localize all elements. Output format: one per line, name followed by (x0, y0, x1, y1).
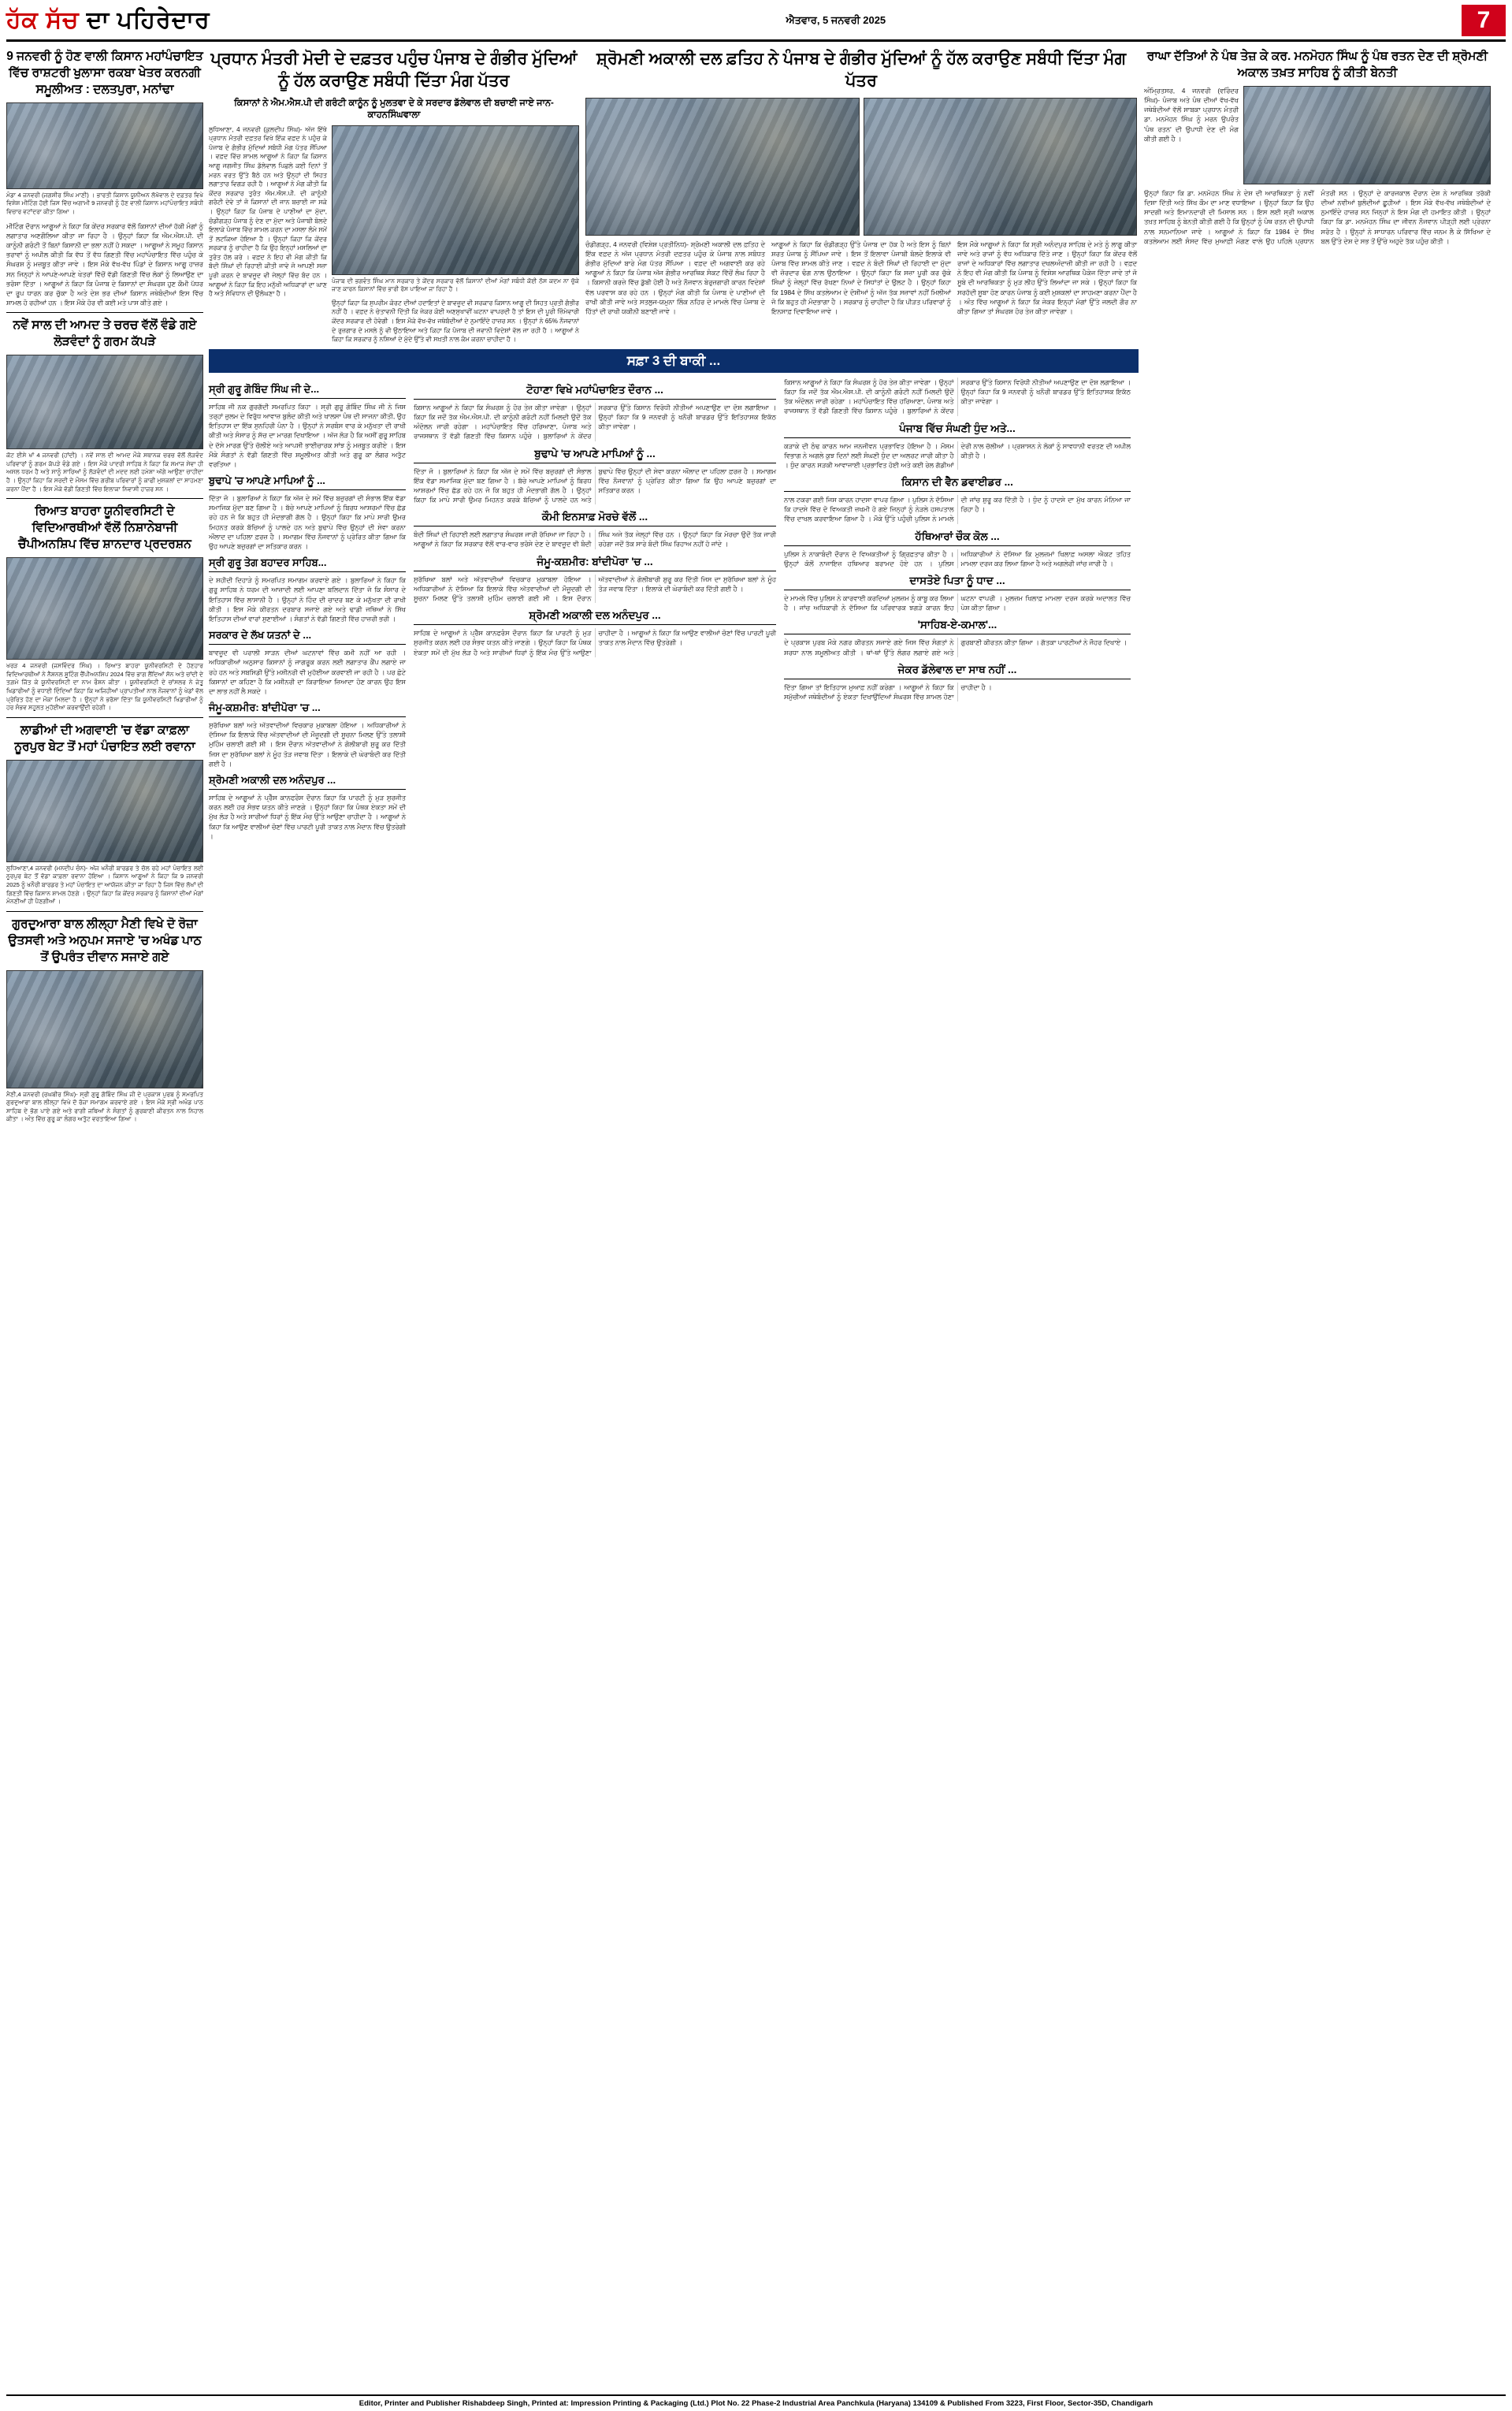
story1-body: ਮੀਟਿੰਗ ਦੌਰਾਨ ਆਗੂਆਂ ਨੇ ਕਿਹਾ ਕਿ ਕੇਂਦਰ ਸਰਕਾਰ ਵੱਲੋਂ ਕਿਸਾਨਾਂ ਦੀਆਂ ਹੱਕੀ ਮੰਗਾਂ ਨੂੰ ਲਗਾਤਾਰ ਅਣਗੌਲਿਆ ਕੀਤਾ ਜਾ ਰਿਹਾ ਹੈ । ਉਨ੍ਹਾਂ ਕਿਹਾ ਕਿ ਐਮ.ਐਸ.ਪੀ. ਦੀ ਕਾਨੂੰਨੀ ਗਰੰਟੀ ਤੋਂ ਬਿਨਾਂ ਕਿਸਾਨੀ ਦਾ ਭਲਾ ਨਹੀਂ ਹੋ ਸਕਦਾ । ਆਗੂਆਂ ਨੇ ਸਮੂਹ ਕਿਸਾਨ ਭਰਾਵਾਂ ਨੂੰ ਅਪੀਲ ਕੀਤੀ ਕਿ ਵੱਧ ਤੋਂ ਵੱਧ ਗਿਣਤੀ ਵਿੱਚ ਮਹਾਂਪੰਚਾਇਤ ਵਿੱਚ ਪਹੁੰਚ ਕੇ ਸੰਘਰਸ਼ ਨੂੰ ਮਜ਼ਬੂਤ ਕੀਤਾ ਜਾਵੇ । ਇਸ ਮੌਕੇ ਵੱਖ-ਵੱਖ ਪਿੰਡਾਂ ਦੇ ਕਿਸਾਨ ਆਗੂ ਹਾਜ਼ਰ ਸਨ ਜਿਨ੍ਹਾਂ ਨੇ ਆਪਣੇ-ਆਪਣੇ ਖੇਤਰਾਂ ਵਿੱਚੋਂ ਵੱਡੀ ਗਿਣਤੀ ਵਿੱਚ ਲੋਕਾਂ ਨੂੰ ਲਿਆਉਣ ਦਾ ਭਰੋਸਾ ਦਿੱਤਾ । ਆਗੂਆਂ ਨੇ ਕਿਹਾ ਕਿ ਪੰਜਾਬ ਦੇ ਕਿਸਾਨਾਂ ਦਾ ਸੰਘਰਸ਼ ਹੁਣ ਕੌਮੀ ਪੱਧਰ ਦਾ ਰੂਪ ਧਾਰਨ ਕਰ ਚੁੱਕਾ ਹੈ ਅਤੇ ਦੇਸ਼ ਭਰ ਦੀਆਂ ਕਿਸਾਨ ਜਥੇਬੰਦੀਆਂ ਇਸ ਵਿੱਚ ਸ਼ਾਮਲ ਹੋ ਰਹੀਆਂ ਹਨ । ਇਸ ਮੌਕੇ ਹੋਰ ਵੀ ਕਈ ਮਤੇ ਪਾਸ ਕੀਤੇ ਗਏ । (6, 221, 203, 307)
page-number: 7 (1462, 5, 1506, 36)
story5-caption: ਮੈਣੀ,4 ਜਨਵਰੀ (ਰਘਬੀਰ ਸਿੰਘ)- ਸ੍ਰੀ ਗੁਰੂ ਗੋਬਿੰਦ ਸਿੰਘ ਜੀ ਦੇ ਪ੍ਰਕਾਸ਼ ਪੁਰਬ ਨੂੰ ਸਮਰਪਿਤ ਗੁਰਦੁਆਰਾ ਬਾਲ ਲੀਲ੍ਹਾ ਵਿਖੇ ਦੋ ਰੋਜ਼ਾ ਸਮਾਗਮ ਕਰਵਾਏ ਗਏ । ਇਸ ਮੌਕੇ ਸ੍ਰੀ ਅਖੰਡ ਪਾਠ ਸਾਹਿਬ ਦੇ ਭੋਗ ਪਾਏ ਗਏ ਅਤੇ ਰਾਗੀ ਜਥਿਆਂ ਨੇ ਸੰਗਤਾਂ ਨੂੰ ਗੁਰਬਾਣੀ ਕੀਰਤਨ ਨਾਲ ਨਿਹਾਲ ਕੀਤਾ । ਅੰਤ ਵਿੱਚ ਗੁਰੂ ਕਾ ਲੰਗਰ ਅਤੁੱਟ ਵਰਤਾਇਆ ਗਿਆ । (6, 1090, 203, 1123)
jump-title-14: ਕਿਸਾਨ ਦੀ ਵੈਨ ਡਵਾਈਡਰ ... (784, 476, 1131, 492)
akali-body-mid: ਆਗੂਆਂ ਨੇ ਕਿਹਾ ਕਿ ਚੰਡੀਗੜ੍ਹ ਉੱਤੇ ਪੰਜਾਬ ਦਾ ਹੱਕ ਹੈ ਅਤੇ ਇਸ ਨੂੰ ਬਿਨਾਂ ਸ਼ਰਤ ਪੰਜਾਬ ਨੂੰ ਸੌਂਪਿਆ ਜਾਵੇ । ਇਸ ਤੋਂ ਇਲਾਵਾ ਪੰਜਾਬੀ ਬੋਲਦੇ ਇਲਾਕੇ ਵੀ ਪੰਜਾਬ ਵਿੱਚ ਸ਼ਾਮਲ ਕੀਤੇ ਜਾਣ । ਵਫ਼ਦ ਨੇ ਬੰਦੀ ਸਿੰਘਾਂ ਦੀ ਰਿਹਾਈ ਦਾ ਮੁੱਦਾ ਵੀ ਜ਼ੋਰਦਾਰ ਢੰਗ ਨਾਲ ਉਠਾਇਆ । ਉਨ੍ਹਾਂ ਕਿਹਾ ਕਿ ਸਜ਼ਾ ਪੂਰੀ ਕਰ ਚੁੱਕੇ ਸਿੰਘਾਂ ਨੂੰ ਜੇਲ੍ਹਾਂ ਵਿੱਚ ਰੱਖਣਾ ਨਿਆਂ ਦੇ ਸਿਧਾਂਤਾਂ ਦੇ ਉਲਟ ਹੈ । ਉਨ੍ਹਾਂ ਕਿਹਾ ਕਿ 1984 ਦੇ ਸਿੱਖ ਕਤਲੇਆਮ ਦੇ ਦੋਸ਼ੀਆਂ ਨੂੰ ਅੱਜ ਤੱਕ ਸਜ਼ਾਵਾਂ ਨਹੀਂ ਮਿਲੀਆਂ ਜੋ ਕਿ ਬਹੁਤ ਹੀ ਮੰਦਭਾਗਾ ਹੈ । ਸਰਕਾਰ ਨੂੰ ਚਾਹੀਦਾ ਹੈ ਕਿ ਪੀੜਤ ਪਰਿਵਾਰਾਂ ਨੂੰ ਇਨਸਾਫ਼ ਦਿਵਾਇਆ ਜਾਵੇ । (771, 240, 951, 315)
jump-title-17: 'ਸਾਹਿਬ-ਏ-ਕਮਾਲ'... (784, 619, 1131, 634)
right-headline: ਰਾਘਾ ਦੱਤਿਆਂ ਨੇ ਪੰਥ ਤੇਜ਼ ਕੇ ਕਰ. ਮਨਮੋਹਨ ਸਿੰਘ ਨੂੰ ਪੰਥ ਰਤਨ ਦੇਣ ਦੀ ਸ਼੍ਰੋਮਣੀ ਅਕਾਲ ਤਖ਼ਤ ਸਾਹਿਬ ਨੂੰ ਕੀਤੀ ਬੇਨਤੀ (1146, 50, 1488, 80)
story1-photo (6, 102, 203, 189)
right-body: ਉਨ੍ਹਾਂ ਕਿਹਾ ਕਿ ਡਾ. ਮਨਮੋਹਨ ਸਿੰਘ ਨੇ ਦੇਸ਼ ਦੀ ਆਰਥਿਕਤਾ ਨੂੰ ਨਵੀਂ ਦਿਸ਼ਾ ਦਿੱਤੀ ਅਤੇ ਸਿੱਖ ਕੌਮ ਦਾ ਮਾਣ ਵਧਾਇਆ । ਉਨ੍ਹਾਂ ਕਿਹਾ ਕਿ ਉਹ ਸਾਦਗੀ ਅਤੇ ਇਮਾਨਦਾਰੀ ਦੀ ਮਿਸਾਲ ਸਨ । ਇਸ ਲਈ ਸ੍ਰੀ ਅਕਾਲ ਤਖ਼ਤ ਸਾਹਿਬ ਨੂੰ ਬੇਨਤੀ ਕੀਤੀ ਗਈ ਹੈ ਕਿ ਉਨ੍ਹਾਂ ਨੂੰ ਪੰਥ ਰਤਨ ਦੀ ਉਪਾਧੀ ਨਾਲ ਸਨਮਾਨਿਆ ਜਾਵੇ । ਆਗੂਆਂ ਨੇ ਕਿਹਾ ਕਿ 1984 ਦੇ ਸਿੱਖ ਕਤਲੇਆਮ ਲਈ ਸੰਸਦ ਵਿੱਚ ਮੁਆਫ਼ੀ ਮੰਗਣ ਵਾਲੇ ਉਹ ਪਹਿਲੇ ਪ੍ਰਧਾਨ ਮੰਤਰੀ ਸਨ । ਉਨ੍ਹਾਂ ਦੇ ਕਾਰਜਕਾਲ ਦੌਰਾਨ ਦੇਸ਼ ਨੇ ਆਰਥਿਕ ਤਰੱਕੀ ਦੀਆਂ ਨਵੀਆਂ ਬੁਲੰਦੀਆਂ ਛੂਹੀਆਂ । ਇਸ ਮੌਕੇ ਵੱਖ-ਵੱਖ ਜਥੇਬੰਦੀਆਂ ਦੇ ਨੁਮਾਇੰਦੇ ਹਾਜ਼ਰ ਸਨ ਜਿਨ੍ਹਾਂ ਨੇ ਇਸ ਮੰਗ ਦੀ ਹਮਾਇਤ ਕੀਤੀ । ਉਨ੍ਹਾਂ ਕਿਹਾ ਕਿ ਡਾ. ਮਨਮੋਹਨ ਸਿੰਘ ਦਾ ਜੀਵਨ ਨੌਜਵਾਨ ਪੀੜ੍ਹੀ ਲਈ ਪ੍ਰੇਰਨਾ ਸਰੋਤ ਹੈ । ਉਨ੍ਹਾਂ ਨੇ ਸਾਧਾਰਨ ਪਰਿਵਾਰ ਵਿੱਚ ਜਨਮ ਲੈ ਕੇ ਸਿੱਖਿਆ ਦੇ ਬਲ ਉੱਤੇ ਦੇਸ਼ ਦੇ ਸਭ ਤੋਂ ਉੱਚੇ ਅਹੁਦੇ ਤੱਕ ਪਹੁੰਚ ਕੀਤੀ । (1144, 188, 1491, 245)
jump-title-4: ਸਰਕਾਰ ਦੇ ਲੱਖ ਯਤਨਾਂ ਦੇ ... (209, 629, 406, 645)
jump-text-3: ਦੇ ਸ਼ਹੀਦੀ ਦਿਹਾੜੇ ਨੂੰ ਸਮਰਪਿਤ ਸਮਾਗਮ ਕਰਵਾਏ ਗਏ । ਬੁਲਾਰਿਆਂ ਨੇ ਕਿਹਾ ਕਿ ਗੁਰੂ ਸਾਹਿਬ ਨੇ ਧਰਮ ਦੀ ਆਜ਼ਾਦੀ ਲਈ ਆਪਣਾ ਬਲਿਦਾਨ ਦਿੱਤਾ ਜੋ ਕਿ ਸੰਸਾਰ ਦੇ ਇਤਿਹਾਸ ਵਿੱਚ ਲਾਸਾਨੀ ਹੈ । ਉਨ੍ਹਾਂ ਨੇ ਹਿੰਦ ਦੀ ਚਾਦਰ ਬਣ ਕੇ ਮਨੁੱਖਤਾ ਦੀ ਰਾਖੀ ਕੀਤੀ । ਇਸ ਮੌਕੇ ਕੀਰਤਨ ਦਰਬਾਰ ਸਜਾਏ ਗਏ ਅਤੇ ਢਾਡੀ ਜਥਿਆਂ ਨੇ ਸਿੱਖ ਇਤਿਹਾਸ ਦੀਆਂ ਵਾਰਾਂ ਸੁਣਾਈਆਂ । ਸੰਗਤਾਂ ਨੇ ਵੱਡੀ ਗਿਣਤੀ ਵਿੱਚ ਹਾਜ਼ਰੀ ਭਰੀ । (209, 576, 406, 623)
jump-text-11: ਸਾਹਿਬ ਦੇ ਆਗੂਆਂ ਨੇ ਪ੍ਰੈੱਸ ਕਾਨਫਰੰਸ ਦੌਰਾਨ ਕਿਹਾ ਕਿ ਪਾਰਟੀ ਨੂੰ ਮੁੜ ਸੁਰਜੀਤ ਕਰਨ ਲਈ ਹਰ ਸੰਭਵ ਯਤਨ ਕੀਤੇ ਜਾਣਗੇ । ਉਨ੍ਹਾਂ ਕਿਹਾ ਕਿ ਪੰਥਕ ਏਕਤਾ ਸਮੇਂ ਦੀ ਮੁੱਖ ਲੋੜ ਹੈ ਅਤੇ ਸਾਰੀਆਂ ਧਿਰਾਂ ਨੂੰ ਇੱਕ ਮੰਚ ਉੱਤੇ ਆਉਣਾ ਚਾਹੀਦਾ ਹੈ । ਆਗੂਆਂ ਨੇ ਕਿਹਾ ਕਿ ਆਉਣ ਵਾਲੀਆਂ ਚੋਣਾਂ ਵਿੱਚ ਪਾਰਟੀ ਪੂਰੀ ਤਾਕਤ ਨਾਲ ਮੈਦਾਨ ਵਿੱਚ ਉਤਰੇਗੀ । (414, 629, 776, 657)
akali-body-right: ਇਸ ਮੌਕੇ ਆਗੂਆਂ ਨੇ ਕਿਹਾ ਕਿ ਸ੍ਰੀ ਅਨੰਦਪੁਰ ਸਾਹਿਬ ਦੇ ਮਤੇ ਨੂੰ ਲਾਗੂ ਕੀਤਾ ਜਾਵੇ ਅਤੇ ਰਾਜਾਂ ਨੂੰ ਵੱਧ ਅਧਿਕਾਰ ਦਿੱਤੇ ਜਾਣ । ਉਨ੍ਹਾਂ ਕਿਹਾ ਕਿ ਕੇਂਦਰ ਵੱਲੋਂ ਰਾਜਾਂ ਦੇ ਅਧਿਕਾਰਾਂ ਵਿੱਚ ਲਗਾਤਾਰ ਦਖਲਅੰਦਾਜ਼ੀ ਕੀਤੀ ਜਾ ਰਹੀ ਹੈ । ਵਫ਼ਦ ਨੇ ਇਹ ਵੀ ਮੰਗ ਕੀਤੀ ਕਿ ਪੰਜਾਬ ਨੂੰ ਵਿਸ਼ੇਸ਼ ਆਰਥਿਕ ਪੈਕੇਜ ਦਿੱਤਾ ਜਾਵੇ ਤਾਂ ਜੋ ਸੂਬੇ ਦੀ ਆਰਥਿਕਤਾ ਨੂੰ ਮੁੜ ਲੀਹ ਉੱਤੇ ਲਿਆਂਦਾ ਜਾ ਸਕੇ । ਉਨ੍ਹਾਂ ਕਿਹਾ ਕਿ ਸਰਹੱਦੀ ਸੂਬਾ ਹੋਣ ਕਾਰਨ ਪੰਜਾਬ ਨੂੰ ਕਈ ਮੁਸ਼ਕਲਾਂ ਦਾ ਸਾਹਮਣਾ ਕਰਨਾ ਪੈਂਦਾ ਹੈ । ਅੰਤ ਵਿੱਚ ਆਗੂਆਂ ਨੇ ਕਿਹਾ ਕਿ ਜੇਕਰ ਇਨ੍ਹਾਂ ਮੰਗਾਂ ਉੱਤੇ ਜਲਦੀ ਗੌਰ ਨਾ ਕੀਤਾ ਗਿਆ ਤਾਂ ਸੰਘਰਸ਼ ਹੋਰ ਤੇਜ਼ ਕੀਤਾ ਜਾਵੇਗਾ । (957, 240, 1137, 315)
lead-subheadline: ਕਿਸਾਨਾਂ ਨੇ ਐਮ.ਐਸ.ਪੀ ਦੀ ਗਰੰਟੀ ਕਾਨੂੰਨ ਨੂੰ ਮੁਲਤਵਾ ਦੇ ਕੇ ਸਰਦਾਰ ਡੱਲੇਵਾਲ ਦੀ ਬਚਾਈ ਜਾਏ ਜਾਨ-ਕਾਹਨਸਿੰਘਵਾਲਾ (234, 98, 554, 120)
story5-headline: ਗੁਰਦੁਆਰਾ ਬਾਲ ਲੀਲ੍ਹਾ ਮੈਣੀ ਵਿਖੇ ਦੋ ਰੋਜ਼ਾ ਉਤਸਵੀ ਅਤੇ ਅਨੁਪਮ ਸਜਾਏ 'ਚ ਅਖੰਡ ਪਾਠ ਤੋਂ ਉਪਰੰਤ ਦੀਵਾਨ ਸਜਾਏ ਗਏ (8, 917, 202, 964)
jump-column-1 (209, 378, 406, 841)
story2-headline: ਨਵੇਂ ਸਾਲ ਦੀ ਆਮਦ ਤੇ ਚਰਚ ਵੱਲੋਂ ਵੰਡੇ ਗਏ ਲੋੜਵੰਦਾਂ ਨੂੰ ਗਰਮ ਕੱਪੜੇ (13, 318, 197, 349)
jump-title-9: ਕੌਮੀ ਇਨਸਾਫ਼ ਮੋਰਚੇ ਵੱਲੋਂ ... (414, 511, 776, 526)
lead-headline: ਪ੍ਰਧਾਨ ਮੰਤਰੀ ਮੋਦੀ ਦੇ ਦਫ਼ਤਰ ਪਹੁੰਚ ਪੰਜਾਬ ਦੇ ਗੰਭੀਰ ਮੁੱਦਿਆਂ ਨੂੰ ਹੱਲ ਕਰਾਉਣ ਸਬੰਧੀ ਦਿੱਤਾ ਮੰਗ ਪੱਤਰ (210, 50, 578, 91)
top-section (6, 46, 1506, 1129)
jump-title-1: ਸ੍ਰੀ ਗੁਰੂ ਗੋਬਿੰਦ ਸਿੰਘ ਜੀ ਦੇ... (209, 383, 406, 399)
story2-caption: ਕੋਟ ਈਸੇ ਖਾਂ 4 ਜਨਵਰੀ (ਹਾਂਦੀ) । ਨਵੇਂ ਸਾਲ ਦੀ ਆਮਦ ਮੌਕੇ ਸਥਾਨਕ ਚਰਚ ਵੱਲੋਂ ਲੋੜਵੰਦ ਪਰਿਵਾਰਾਂ ਨੂੰ ਗਰਮ ਕੱਪੜੇ ਵੰਡੇ ਗਏ । ਇਸ ਮੌਕੇ ਪਾਦਰੀ ਸਾਹਿਬ ਨੇ ਕਿਹਾ ਕਿ ਸਮਾਜ ਸੇਵਾ ਹੀ ਅਸਲ ਧਰਮ ਹੈ ਅਤੇ ਸਾਨੂੰ ਸਾਰਿਆਂ ਨੂੰ ਲੋੜਵੰਦਾਂ ਦੀ ਮਦਦ ਲਈ ਹਮੇਸ਼ਾ ਅੱਗੇ ਆਉਣਾ ਚਾਹੀਦਾ ਹੈ । ਉਨ੍ਹਾਂ ਕਿਹਾ ਕਿ ਸਰਦੀ ਦੇ ਮੌਸਮ ਵਿੱਚ ਗਰੀਬ ਪਰਿਵਾਰਾਂ ਨੂੰ ਕਾਫੀ ਮੁਸ਼ਕਲਾਂ ਦਾ ਸਾਹਮਣਾ ਕਰਨਾ ਪੈਂਦਾ ਹੈ । ਇਸ ਮੌਕੇ ਵੱਡੀ ਗਿਣਤੀ ਵਿੱਚ ਇਲਾਕਾ ਨਿਵਾਸੀ ਹਾਜ਼ਰ ਸਨ । (6, 452, 203, 493)
jump-title-8: ਬੁਢਾਪੇ 'ਚ ਆਪਣੇ ਮਾਪਿਆਂ ਨੂੰ ... (414, 448, 776, 463)
column-left (6, 46, 203, 1129)
jump-title-10: ਜੰਮੂ-ਕਸ਼ਮੀਰ: ਬਾਂਦੀਪੋਰਾ 'ਚ ... (414, 556, 776, 571)
jump-title-13: ਪੰਜਾਬ ਵਿੱਚ ਸੰਘਣੀ ਧੁੰਦ ਅਤੇ... (784, 422, 1131, 438)
story3-caption: ਖਰੜ 4 ਜਨਵਰੀ (ਜਸਵਿੰਦਰ ਸਿੰਘ) । ਰਿਆਤ ਬਾਹਰਾ ਯੂਨੀਵਰਸਿਟੀ ਦੇ ਹੋਣਹਾਰ ਵਿਦਿਆਰਥੀਆਂ ਨੇ ਨੈਸ਼ਨਲ ਸ਼ੂਟਿੰਗ ਚੈਂਪੀਅਨਸ਼ਿਪ 2024 ਵਿੱਚ ਭਾਗ ਲੈਂਦਿਆਂ ਸੋਨ ਅਤੇ ਚਾਂਦੀ ਦੇ ਤਗ਼ਮੇ ਜਿੱਤ ਕੇ ਯੂਨੀਵਰਸਿਟੀ ਦਾ ਨਾਮ ਰੌਸ਼ਨ ਕੀਤਾ । ਯੂਨੀਵਰਸਿਟੀ ਦੇ ਚਾਂਸਲਰ ਨੇ ਜੇਤੂ ਖਿਡਾਰੀਆਂ ਨੂੰ ਵਧਾਈ ਦਿੰਦਿਆਂ ਕਿਹਾ ਕਿ ਅਜਿਹੀਆਂ ਪ੍ਰਾਪਤੀਆਂ ਨਾਲ ਨੌਜਵਾਨਾਂ ਨੂੰ ਖੇਡਾਂ ਵੱਲ ਪ੍ਰੇਰਿਤ ਹੋਣ ਦਾ ਮੌਕਾ ਮਿਲਦਾ ਹੈ । ਉਨ੍ਹਾਂ ਨੇ ਭਰੋਸਾ ਦਿੱਤਾ ਕਿ ਯੂਨੀਵਰਸਿਟੀ ਖਿਡਾਰੀਆਂ ਨੂੰ ਹਰ ਸੰਭਵ ਸਹੂਲਤ ਮੁਹੱਈਆ ਕਰਵਾਉਂਦੀ ਰਹੇਗੀ । (6, 662, 203, 712)
logo-part1: ਹੱਕ ਸੱਚ (6, 7, 80, 33)
story3-headline: ਰਿਆਤ ਬਾਹਰਾ ਯੂਨੀਵਰਸਿਟੀ ਦੇ ਵਿਦਿਆਰਥੀਆਂ ਵੱਲੋਂ ਨਿਸ਼ਾਨੇਬਾਜੀ ਚੈਂਪੀਅਨਸ਼ਿਪ ਵਿੱਚ ਸ਼ਾਨਦਾਰ ਪ੍ਰਦਰਸ਼ਨ (18, 504, 191, 552)
jump-text-7: ਕਿਸਾਨ ਆਗੂਆਂ ਨੇ ਕਿਹਾ ਕਿ ਸੰਘਰਸ਼ ਨੂੰ ਹੋਰ ਤੇਜ਼ ਕੀਤਾ ਜਾਵੇਗਾ । ਉਨ੍ਹਾਂ ਕਿਹਾ ਕਿ ਜਦੋਂ ਤੱਕ ਐਮ.ਐਸ.ਪੀ. ਦੀ ਕਾਨੂੰਨੀ ਗਰੰਟੀ ਨਹੀਂ ਮਿਲਦੀ ਉਦੋਂ ਤੱਕ ਅੰਦੋਲਨ ਜਾਰੀ ਰਹੇਗਾ । ਮਹਾਂਪੰਚਾਇਤ ਵਿੱਚ ਹਰਿਆਣਾ, ਪੰਜਾਬ ਅਤੇ ਰਾਜਸਥਾਨ ਤੋਂ ਵੱਡੀ ਗਿਣਤੀ ਵਿੱਚ ਕਿਸਾਨ ਪਹੁੰਚੇ । ਬੁਲਾਰਿਆਂ ਨੇ ਕੇਂਦਰ ਸਰਕਾਰ ਉੱਤੇ ਕਿਸਾਨ ਵਿਰੋਧੀ ਨੀਤੀਆਂ ਅਪਣਾਉਣ ਦਾ ਦੋਸ਼ ਲਗਾਇਆ । ਉਨ੍ਹਾਂ ਕਿਹਾ ਕਿ 9 ਜਨਵਰੀ ਨੂੰ ਖਨੌਰੀ ਬਾਰਡਰ ਉੱਤੇ ਇਤਿਹਾਸਕ ਇਕੱਠ ਕੀਤਾ ਜਾਵੇਗਾ । (414, 403, 776, 441)
lead-body-2: ਉਨ੍ਹਾਂ ਕਿਹਾ ਕਿ ਸੁਪਰੀਮ ਕੋਰਟ ਦੀਆਂ ਹਦਾਇਤਾਂ ਦੇ ਬਾਵਜੂਦ ਵੀ ਸਰਕਾਰ ਕਿਸਾਨ ਆਗੂ ਦੀ ਸਿਹਤ ਪ੍ਰਤੀ ਗੰਭੀਰ ਨਹੀਂ ਹੈ । ਵਫ਼ਦ ਨੇ ਚੇਤਾਵਨੀ ਦਿੱਤੀ ਕਿ ਜੇਕਰ ਕੋਈ ਅਣਸੁਖਾਵੀਂ ਘਟਨਾ ਵਾਪਰਦੀ ਹੈ ਤਾਂ ਇਸ ਦੀ ਪੂਰੀ ਜ਼ਿੰਮੇਵਾਰੀ ਕੇਂਦਰ ਸਰਕਾਰ ਦੀ ਹੋਵੇਗੀ । ਇਸ ਮੌਕੇ ਵੱਖ-ਵੱਖ ਜਥੇਬੰਦੀਆਂ ਦੇ ਨੁਮਾਇੰਦੇ ਹਾਜ਼ਰ ਸਨ । ਉਨ੍ਹਾਂ ਨੇ 65% ਨੌਜਵਾਨਾਂ ਦੇ ਰੁਜ਼ਗਾਰ ਦੇ ਮਸਲੇ ਨੂੰ ਵੀ ਉਠਾਇਆ ਅਤੇ ਕਿਹਾ ਕਿ ਪੰਜਾਬ ਦੀ ਜਵਾਨੀ ਵਿਦੇਸ਼ਾਂ ਵੱਲ ਜਾ ਰਹੀ ਹੈ । ਆਗੂਆਂ ਨੇ ਕਿਹਾ ਕਿ ਸਰਕਾਰ ਨੂੰ ਨਸ਼ਿਆਂ ਦੇ ਮੁੱਦੇ ਉੱਤੇ ਵੀ ਸਖ਼ਤੀ ਨਾਲ ਕੰਮ ਕਰਨਾ ਚਾਹੀਦਾ ਹੈ । (332, 299, 579, 344)
jump-text-16: ਦੇ ਮਾਮਲੇ ਵਿੱਚ ਪੁਲਿਸ ਨੇ ਕਾਰਵਾਈ ਕਰਦਿਆਂ ਮੁਲਜ਼ਮ ਨੂੰ ਕਾਬੂ ਕਰ ਲਿਆ ਹੈ । ਜਾਂਚ ਅਧਿਕਾਰੀ ਨੇ ਦੱਸਿਆ ਕਿ ਪਰਿਵਾਰਕ ਝਗੜੇ ਕਾਰਨ ਇਹ ਘਟਨਾ ਵਾਪਰੀ । ਮੁਲਜ਼ਮ ਖਿਲਾਫ਼ ਮਾਮਲਾ ਦਰਜ ਕਰਕੇ ਅਦਾਲਤ ਵਿੱਚ ਪੇਸ਼ ਕੀਤਾ ਗਿਆ । (784, 594, 1131, 612)
jump-column-2 (414, 378, 776, 841)
jump-title-16: ਦਾਸਤੋਏ ਪਿਤਾ ਨੂੰ ਧਾਦ ... (784, 575, 1131, 590)
jump-title-6: ਸ਼੍ਰੋਮਣੀ ਅਕਾਲੀ ਦਲ ਅਨੰਦਪੁਰ ... (209, 774, 406, 790)
story-akali-headline: ਸ਼੍ਰੋਮਣੀ ਅਕਾਲੀ ਦਲ ਫ਼ਤਿਹ ਨੇ ਪੰਜਾਬ ਦੇ ਗੰਭੀਰ ਮੁੱਦਿਆਂ ਨੂੰ ਹੱਲ ਕਰਾਉਣ ਸਬੰਧੀ ਦਿੱਤਾ ਮੰਗ ਪੱਤਰ (596, 50, 1127, 91)
column-right (1144, 46, 1491, 1129)
jump-title-11: ਸ਼੍ਰੋਮਣੀ ਅਕਾਲੀ ਦਲ ਅਨੰਦਪੁਰ ... (414, 609, 776, 625)
story4-caption: ਲੁਧਿਆਣਾ,4 ਜਨਵਰੀ (ਮਨਦੀਪ ਚੰਨ)- ਅੱਜ ਖਨੌਰੀ ਬਾਰਡਰ ਤੇ ਚੱਲ ਰਹੇ ਮਹਾਂ ਪੰਚਾਇਤ ਲਈ ਨੂਰਪੁਰ ਬੇਟ ਤੋਂ ਵੱਡਾ ਕਾਫ਼ਲਾ ਰਵਾਨਾ ਹੋਇਆ । ਕਿਸਾਨ ਆਗੂਆਂ ਨੇ ਕਿਹਾ ਕਿ 9 ਜਨਵਰੀ 2025 ਨੂੰ ਖਨੌਰੀ ਬਾਰਡਰ ਤੇ ਮਹਾਂ ਪੰਚਾਇਤ ਦਾ ਆਯੋਜਨ ਕੀਤਾ ਜਾ ਰਿਹਾ ਹੈ ਜਿਸ ਵਿੱਚ ਲੱਖਾਂ ਦੀ ਗਿਣਤੀ ਵਿੱਚ ਕਿਸਾਨ ਸ਼ਾਮਲ ਹੋਣਗੇ । ਉਨ੍ਹਾਂ ਕਿਹਾ ਕਿ ਕੇਂਦਰ ਸਰਕਾਰ ਨੂੰ ਕਿਸਾਨਾਂ ਦੀਆਂ ਮੰਗਾਂ ਮੰਨਣੀਆਂ ਹੀ ਪੈਣਗੀਆਂ । (6, 864, 203, 906)
masthead (6, 5, 1506, 42)
issue-date: ਐਤਵਾਰ, 5 ਜਨਵਰੀ 2025 (786, 14, 886, 26)
jump-title-5: ਜੰਮੂ-ਕਸ਼ਮੀਰ: ਬਾਂਦੀਪੋਰਾ 'ਚ ... (209, 701, 406, 717)
jump-title-7: ਟੋਹਾਣਾ ਵਿਖੇ ਮਹਾਂਪੰਚਾਇਤ ਦੌਰਾਨ ... (414, 384, 776, 400)
page-footer: Editor, Printer and Publisher Rishabdeep Singh, Printed at: Impression Printing & Packaging (Ltd.) Plot No. 22 Phase-2 Industrial Area Panchkula (Haryana) 134109 & Published From 3223, First Floor, Sector-35D, Chandigarh (6, 2394, 1506, 2408)
column-center-group (209, 46, 1139, 1129)
akali-photo-1 (585, 98, 860, 236)
lead-photo-caption: ਪੰਜਾਬ ਦੀ ਭਗਵੰਤ ਸਿੰਘ ਮਾਨ ਸਰਕਾਰ ਤੇ ਕੇਂਦਰ ਸਰਕਾਰ ਵੱਲੋਂ ਕਿਸਾਨਾਂ ਦੀਆਂ ਮੰਗਾਂ ਸਬੰਧੀ ਕੋਈ ਠੋਸ ਕਦਮ ਨਾ ਚੁੱਕੇ ਜਾਣ ਕਾਰਨ ਕਿਸਾਨਾਂ ਵਿੱਚ ਭਾਰੀ ਰੋਸ ਪਾਇਆ ਜਾ ਰਿਹਾ ਹੈ । (332, 277, 579, 293)
jump-text-8: ਦਿੱਤਾ ਜੋ । ਬੁਲਾਰਿਆਂ ਨੇ ਕਿਹਾ ਕਿ ਅੱਜ ਦੇ ਸਮੇਂ ਵਿੱਚ ਬਜ਼ੁਰਗਾਂ ਦੀ ਸੰਭਾਲ ਇੱਕ ਵੱਡਾ ਸਮਾਜਿਕ ਮੁੱਦਾ ਬਣ ਗਿਆ ਹੈ । ਬੱਚੇ ਆਪਣੇ ਮਾਪਿਆਂ ਨੂੰ ਬਿਰਧ ਆਸ਼ਰਮਾਂ ਵਿੱਚ ਛੱਡ ਰਹੇ ਹਨ ਜੋ ਕਿ ਬਹੁਤ ਹੀ ਮੰਦਭਾਗੀ ਗੱਲ ਹੈ । ਉਨ੍ਹਾਂ ਕਿਹਾ ਕਿ ਮਾਪੇ ਸਾਰੀ ਉਮਰ ਮਿਹਨਤ ਕਰਕੇ ਬੱਚਿਆਂ ਨੂੰ ਪਾਲਦੇ ਹਨ ਅਤੇ ਬੁਢਾਪੇ ਵਿੱਚ ਉਨ੍ਹਾਂ ਦੀ ਸੇਵਾ ਕਰਨਾ ਔਲਾਦ ਦਾ ਪਹਿਲਾ ਫ਼ਰਜ਼ ਹੈ । ਸਮਾਗਮ ਵਿੱਚ ਨੌਜਵਾਨਾਂ ਨੂੰ ਪ੍ਰੇਰਿਤ ਕੀਤਾ ਗਿਆ ਕਿ ਉਹ ਆਪਣੇ ਬਜ਼ੁਰਗਾਂ ਦਾ ਸਤਿਕਾਰ ਕਰਨ । (414, 467, 776, 504)
story4-photo (6, 760, 203, 862)
jump-title-2: ਬੁਢਾਪੇ 'ਚ ਆਪਣੇ ਮਾਪਿਆਂ ਨੂੰ ... (209, 474, 406, 490)
jump-title-18: ਜੇਕਰ ਡੱਲੇਵਾਲ ਦਾ ਸਾਥ ਨਹੀਂ ... (784, 664, 1131, 679)
right-body-left: ਅੰਮ੍ਰਿਤਸਰ, 4 ਜਨਵਰੀ (ਵਰਿੰਦਰ ਸਿੰਘ)- ਪੰਜਾਬ ਅਤੇ ਪੰਥ ਦੀਆਂ ਵੱਖ-ਵੱਖ ਜਥੇਬੰਦੀਆਂ ਵੱਲੋਂ ਸਾਬਕਾ ਪ੍ਰਧਾਨ ਮੰਤਰੀ ਡਾ. ਮਨਮੋਹਨ ਸਿੰਘ ਨੂੰ ਮਰਨ ਉਪਰੰਤ 'ਪੰਥ ਰਤਨ' ਦੀ ਉਪਾਧੀ ਦੇਣ ਦੀ ਮੰਗ ਕੀਤੀ ਗਈ ਹੈ । (1144, 86, 1239, 143)
story-akali-photos (585, 98, 1137, 236)
newspaper-logo (6, 7, 210, 34)
jump-text-4: ਬਾਵਜੂਦ ਵੀ ਪਰਾਲੀ ਸਾੜਨ ਦੀਆਂ ਘਟਨਾਵਾਂ ਵਿੱਚ ਕਮੀ ਨਹੀਂ ਆ ਰਹੀ । ਅਧਿਕਾਰੀਆਂ ਅਨੁਸਾਰ ਕਿਸਾਨਾਂ ਨੂੰ ਜਾਗਰੂਕ ਕਰਨ ਲਈ ਲਗਾਤਾਰ ਕੈਂਪ ਲਗਾਏ ਜਾ ਰਹੇ ਹਨ ਅਤੇ ਸਬਸਿਡੀ ਉੱਤੇ ਮਸ਼ੀਨਰੀ ਵੀ ਮੁਹੱਈਆ ਕਰਵਾਈ ਜਾ ਰਹੀ ਹੈ । ਪਰ ਛੋਟੇ ਕਿਸਾਨਾਂ ਦਾ ਕਹਿਣਾ ਹੈ ਕਿ ਮਸ਼ੀਨਰੀ ਦਾ ਕਿਰਾਇਆ ਜ਼ਿਆਦਾ ਹੋਣ ਕਾਰਨ ਉਹ ਇਸ ਦਾ ਲਾਭ ਨਹੀਂ ਲੈ ਸਕਦੇ । (209, 649, 406, 695)
jump-section-bar: ਸਫ਼ਾ 3 ਦੀ ਬਾਕੀ ... (209, 349, 1139, 373)
logo-part2: ਦਾ ਪਹਿਰੇਦਾਰ (86, 7, 210, 33)
akali-photo-2 (864, 98, 1138, 236)
jump-text-9: ਬੰਦੀ ਸਿੰਘਾਂ ਦੀ ਰਿਹਾਈ ਲਈ ਲਗਾਤਾਰ ਸੰਘਰਸ਼ ਜਾਰੀ ਰੱਖਿਆ ਜਾ ਰਿਹਾ ਹੈ । ਆਗੂਆਂ ਨੇ ਕਿਹਾ ਕਿ ਸਰਕਾਰ ਵੱਲੋਂ ਵਾਰ-ਵਾਰ ਭਰੋਸੇ ਦੇਣ ਦੇ ਬਾਵਜੂਦ ਵੀ ਬੰਦੀ ਸਿੰਘ ਅਜੇ ਤੱਕ ਜੇਲ੍ਹਾਂ ਵਿੱਚ ਹਨ । ਉਨ੍ਹਾਂ ਕਿਹਾ ਕਿ ਮੋਰਚਾ ਉਦੋਂ ਤੱਕ ਜਾਰੀ ਰਹੇਗਾ ਜਦੋਂ ਤੱਕ ਸਾਰੇ ਬੰਦੀ ਸਿੰਘ ਰਿਹਾਅ ਨਹੀਂ ਹੋ ਜਾਂਦੇ । (414, 530, 776, 549)
story4-headline: ਲਾਡੀਆਂ ਦੀ ਅਗਵਾਈ 'ਚ ਵੱਡਾ ਕਾਫ਼ਲਾ ਨੂਰਪੁਰ ਬੇਟ ਤੋਂ ਮਹਾਂ ਪੰਚਾਇਤ ਲਈ ਰਵਾਨਾ (14, 723, 195, 753)
jump-text-14: ਨਾਲ ਟਕਰਾ ਗਈ ਜਿਸ ਕਾਰਨ ਹਾਦਸਾ ਵਾਪਰ ਗਿਆ । ਪੁਲਿਸ ਨੇ ਦੱਸਿਆ ਕਿ ਹਾਦਸੇ ਵਿੱਚ ਦੋ ਵਿਅਕਤੀ ਜ਼ਖਮੀ ਹੋ ਗਏ ਜਿਨ੍ਹਾਂ ਨੂੰ ਨੇੜਲੇ ਹਸਪਤਾਲ ਵਿੱਚ ਦਾਖਲ ਕਰਵਾਇਆ ਗਿਆ ਹੈ । ਮੌਕੇ ਉੱਤੇ ਪਹੁੰਚੀ ਪੁਲਿਸ ਨੇ ਮਾਮਲੇ ਦੀ ਜਾਂਚ ਸ਼ੁਰੂ ਕਰ ਦਿੱਤੀ ਹੈ । ਧੁੰਦ ਨੂੰ ਹਾਦਸੇ ਦਾ ਮੁੱਖ ਕਾਰਨ ਮੰਨਿਆ ਜਾ ਰਿਹਾ ਹੈ । (784, 496, 1131, 523)
jump-text-6: ਸਾਹਿਬ ਦੇ ਆਗੂਆਂ ਨੇ ਪ੍ਰੈੱਸ ਕਾਨਫਰੰਸ ਦੌਰਾਨ ਕਿਹਾ ਕਿ ਪਾਰਟੀ ਨੂੰ ਮੁੜ ਸੁਰਜੀਤ ਕਰਨ ਲਈ ਹਰ ਸੰਭਵ ਯਤਨ ਕੀਤੇ ਜਾਣਗੇ । ਉਨ੍ਹਾਂ ਕਿਹਾ ਕਿ ਪੰਥਕ ਏਕਤਾ ਸਮੇਂ ਦੀ ਮੁੱਖ ਲੋੜ ਹੈ ਅਤੇ ਸਾਰੀਆਂ ਧਿਰਾਂ ਨੂੰ ਇੱਕ ਮੰਚ ਉੱਤੇ ਆਉਣਾ ਚਾਹੀਦਾ ਹੈ । ਆਗੂਆਂ ਨੇ ਕਿਹਾ ਕਿ ਆਉਣ ਵਾਲੀਆਂ ਚੋਣਾਂ ਵਿੱਚ ਪਾਰਟੀ ਪੂਰੀ ਤਾਕਤ ਨਾਲ ਮੈਦਾਨ ਵਿੱਚ ਉਤਰੇਗੀ । (209, 794, 406, 840)
jump-title-3: ਸ੍ਰੀ ਗੁਰੂ ਤੇਗ ਬਹਾਦਰ ਸਾਹਿਬ... (209, 556, 406, 572)
jump-title-15: ਹੱਥਿਆਰਾਂ ਚੌਕ ਕੋਲ ... (784, 530, 1131, 546)
story2-photo (6, 355, 203, 449)
story3-photo (6, 557, 203, 660)
story1-headline: 9 ਜਨਵਰੀ ਨੂੰ ਹੋਣ ਵਾਲੀ ਕਿਸਾਨ ਮਹਾਂਪੰਚਾਇਤ ਵਿੱਚ ਰਾਸ਼ਟਰੀ ਖੁਲਾਸਾ ਰਕਬਾ ਖੇਤਰ ਕਰਨਗੀ ਸਮੂਲੀਅਤ : ਦਲਤਪੁਰਾ, ਮਨਾਂਢਾ (6, 50, 203, 96)
jump-column-3 (784, 378, 1131, 841)
lead-story-right (585, 46, 1137, 344)
jump-text-18: ਦਿੱਤਾ ਗਿਆ ਤਾਂ ਇਤਿਹਾਸ ਮੁਆਫ਼ ਨਹੀਂ ਕਰੇਗਾ । ਆਗੂਆਂ ਨੇ ਕਿਹਾ ਕਿ ਸਮੁੱਚੀਆਂ ਜਥੇਬੰਦੀਆਂ ਨੂੰ ਏਕਤਾ ਦਿਖਾਉਂਦਿਆਂ ਸੰਘਰਸ਼ ਵਿੱਚ ਸ਼ਾਮਲ ਹੋਣਾ ਚਾਹੀਦਾ ਹੈ । (784, 683, 992, 701)
jump-text-2: ਦਿੱਤਾ ਜੋ । ਬੁਲਾਰਿਆਂ ਨੇ ਕਿਹਾ ਕਿ ਅੱਜ ਦੇ ਸਮੇਂ ਵਿੱਚ ਬਜ਼ੁਰਗਾਂ ਦੀ ਸੰਭਾਲ ਇੱਕ ਵੱਡਾ ਸਮਾਜਿਕ ਮੁੱਦਾ ਬਣ ਗਿਆ ਹੈ । ਬੱਚੇ ਆਪਣੇ ਮਾਪਿਆਂ ਨੂੰ ਬਿਰਧ ਆਸ਼ਰਮਾਂ ਵਿੱਚ ਛੱਡ ਰਹੇ ਹਨ ਜੋ ਕਿ ਬਹੁਤ ਹੀ ਮੰਦਭਾਗੀ ਗੱਲ ਹੈ । ਉਨ੍ਹਾਂ ਕਿਹਾ ਕਿ ਮਾਪੇ ਸਾਰੀ ਉਮਰ ਮਿਹਨਤ ਕਰਕੇ ਬੱਚਿਆਂ ਨੂੰ ਪਾਲਦੇ ਹਨ ਅਤੇ ਬੁਢਾਪੇ ਵਿੱਚ ਉਨ੍ਹਾਂ ਦੀ ਸੇਵਾ ਕਰਨਾ ਔਲਾਦ ਦਾ ਪਹਿਲਾ ਫ਼ਰਜ਼ ਹੈ । ਸਮਾਗਮ ਵਿੱਚ ਨੌਜਵਾਨਾਂ ਨੂੰ ਪ੍ਰੇਰਿਤ ਕੀਤਾ ਗਿਆ ਕਿ ਉਹ ਆਪਣੇ ਬਜ਼ੁਰਗਾਂ ਦਾ ਸਤਿਕਾਰ ਕਰਨ । (209, 494, 406, 551)
lead-body: ਲੁਧਿਆਣਾ, 4 ਜਨਵਰੀ (ਕੁਲਦੀਪ ਸਿੰਘ)- ਅੱਜ ਇੱਥੇ ਪ੍ਰਧਾਨ ਮੰਤਰੀ ਦਫ਼ਤਰ ਵਿਖੇ ਇੱਕ ਵਫ਼ਦ ਨੇ ਪਹੁੰਚ ਕੇ ਪੰਜਾਬ ਦੇ ਗੰਭੀਰ ਮੁੱਦਿਆਂ ਸਬੰਧੀ ਮੰਗ ਪੱਤਰ ਸੌਂਪਿਆ । ਵਫ਼ਦ ਵਿੱਚ ਸ਼ਾਮਲ ਆਗੂਆਂ ਨੇ ਕਿਹਾ ਕਿ ਕਿਸਾਨ ਆਗੂ ਜਗਜੀਤ ਸਿੰਘ ਡੱਲੇਵਾਲ ਪਿਛਲੇ ਕਈ ਦਿਨਾਂ ਤੋਂ ਮਰਨ ਵਰਤ ਉੱਤੇ ਬੈਠੇ ਹਨ ਅਤੇ ਉਨ੍ਹਾਂ ਦੀ ਸਿਹਤ ਲਗਾਤਾਰ ਵਿਗੜ ਰਹੀ ਹੈ । ਆਗੂਆਂ ਨੇ ਮੰਗ ਕੀਤੀ ਕਿ ਕੇਂਦਰ ਸਰਕਾਰ ਤੁਰੰਤ ਐਮ.ਐਸ.ਪੀ. ਦੀ ਕਾਨੂੰਨੀ ਗਰੰਟੀ ਦੇਵੇ ਤਾਂ ਜੋ ਕਿਸਾਨਾਂ ਦੀ ਜਾਨ ਬਚਾਈ ਜਾ ਸਕੇ । ਉਨ੍ਹਾਂ ਕਿਹਾ ਕਿ ਪੰਜਾਬ ਦੇ ਪਾਣੀਆਂ ਦਾ ਮੁੱਦਾ, ਚੰਡੀਗੜ੍ਹ ਪੰਜਾਬ ਨੂੰ ਦੇਣ ਦਾ ਮੁੱਦਾ ਅਤੇ ਪੰਜਾਬੀ ਬੋਲਦੇ ਇਲਾਕੇ ਪੰਜਾਬ ਵਿੱਚ ਸ਼ਾਮਲ ਕਰਨ ਦਾ ਮਸਲਾ ਲੰਮੇ ਸਮੇਂ ਤੋਂ ਲਟਕਿਆ ਹੋਇਆ ਹੈ । ਉਨ੍ਹਾਂ ਕਿਹਾ ਕਿ ਕੇਂਦਰ ਸਰਕਾਰ ਨੂੰ ਚਾਹੀਦਾ ਹੈ ਕਿ ਉਹ ਇਨ੍ਹਾਂ ਮਸਲਿਆਂ ਦਾ ਤੁਰੰਤ ਹੱਲ ਕਰੇ । ਵਫ਼ਦ ਨੇ ਇਹ ਵੀ ਮੰਗ ਕੀਤੀ ਕਿ ਬੰਦੀ ਸਿੰਘਾਂ ਦੀ ਰਿਹਾਈ ਕੀਤੀ ਜਾਵੇ ਜੋ ਆਪਣੀ ਸਜ਼ਾ ਪੂਰੀ ਕਰਨ ਦੇ ਬਾਵਜੂਦ ਵੀ ਜੇਲ੍ਹਾਂ ਵਿੱਚ ਬੰਦ ਹਨ । ਆਗੂਆਂ ਨੇ ਕਿਹਾ ਕਿ ਇਹ ਮਨੁੱਖੀ ਅਧਿਕਾਰਾਂ ਦਾ ਘਾਣ ਹੈ ਅਤੇ ਸੰਵਿਧਾਨ ਦੀ ਉਲੰਘਣਾ ਹੈ । (209, 125, 327, 298)
jump-text-13: ਕੜਾਕੇ ਦੀ ਠੰਢ ਕਾਰਨ ਆਮ ਜਨਜੀਵਨ ਪ੍ਰਭਾਵਿਤ ਹੋਇਆ ਹੈ । ਮੌਸਮ ਵਿਭਾਗ ਨੇ ਅਗਲੇ ਕੁਝ ਦਿਨਾਂ ਲਈ ਸੰਘਣੀ ਧੁੰਦ ਦਾ ਅਲਰਟ ਜਾਰੀ ਕੀਤਾ ਹੈ । ਧੁੰਦ ਕਾਰਨ ਸੜਕੀ ਆਵਾਜਾਈ ਪ੍ਰਭਾਵਿਤ ਹੋਈ ਅਤੇ ਕਈ ਰੇਲ ਗੱਡੀਆਂ ਦੇਰੀ ਨਾਲ ਚੱਲੀਆਂ । ਪ੍ਰਸ਼ਾਸਨ ਨੇ ਲੋਕਾਂ ਨੂੰ ਸਾਵਧਾਨੀ ਵਰਤਣ ਦੀ ਅਪੀਲ ਕੀਤੀ ਹੈ । (784, 441, 1131, 469)
jump-text-10: ਸੁਰੱਖਿਆ ਬਲਾਂ ਅਤੇ ਅੱਤਵਾਦੀਆਂ ਵਿਚਕਾਰ ਮੁਕਾਬਲਾ ਹੋਇਆ । ਅਧਿਕਾਰੀਆਂ ਨੇ ਦੱਸਿਆ ਕਿ ਇਲਾਕੇ ਵਿੱਚ ਅੱਤਵਾਦੀਆਂ ਦੀ ਮੌਜੂਦਗੀ ਦੀ ਸੂਚਨਾ ਮਿਲਣ ਉੱਤੇ ਤਲਾਸ਼ੀ ਮੁਹਿੰਮ ਚਲਾਈ ਗਈ ਸੀ । ਇਸ ਦੌਰਾਨ ਅੱਤਵਾਦੀਆਂ ਨੇ ਗੋਲੀਬਾਰੀ ਸ਼ੁਰੂ ਕਰ ਦਿੱਤੀ ਜਿਸ ਦਾ ਸੁਰੱਖਿਆ ਬਲਾਂ ਨੇ ਮੂੰਹ ਤੋੜ ਜਵਾਬ ਦਿੱਤਾ । ਇਲਾਕੇ ਦੀ ਘੇਰਾਬੰਦੀ ਕਰ ਦਿੱਤੀ ਗਈ ਹੈ । (414, 575, 776, 603)
story5-photo (6, 970, 203, 1088)
story1-caption: ਮੰਡਾ 4 ਜਨਵਰੀ (ਜਗਸ਼ੀਰ ਸਿੰਘ ਮਾਣੀ) । ਭਾਰਤੀ ਕਿਸਾਨ ਯੂਨੀਅਨ ਲੱਖੋਵਾਲ ਦੇ ਦਫ਼ਤਰ ਵਿਖੇ ਵਿਸ਼ੇਸ਼ ਮੀਟਿੰਗ ਹੋਈ ਜਿਸ ਵਿੱਚ ਅਗਾਮੀ 9 ਜਨਵਰੀ ਨੂੰ ਹੋਣ ਵਾਲੀ ਕਿਸਾਨ ਮਹਾਂਪੰਚਾਇਤ ਸਬੰਧੀ ਵਿਚਾਰ ਵਟਾਂਦਰਾ ਕੀਤਾ ਗਿਆ । (6, 191, 203, 216)
jump-text-17: ਦੇ ਪ੍ਰਕਾਸ਼ ਪੁਰਬ ਮੌਕੇ ਨਗਰ ਕੀਰਤਨ ਸਜਾਏ ਗਏ ਜਿਸ ਵਿੱਚ ਸੰਗਤਾਂ ਨੇ ਸ਼ਰਧਾ ਨਾਲ ਸ਼ਮੂਲੀਅਤ ਕੀਤੀ । ਥਾਂ-ਥਾਂ ਉੱਤੇ ਲੰਗਰ ਲਗਾਏ ਗਏ ਅਤੇ ਗੁਰਬਾਣੀ ਕੀਰਤਨ ਕੀਤਾ ਗਿਆ । ਗੱਤਕਾ ਪਾਰਟੀਆਂ ਨੇ ਜੌਹਰ ਦਿਖਾਏ । (784, 638, 1127, 657)
akali-body-left: ਚੰਡੀਗੜ੍ਹ, 4 ਜਨਵਰੀ (ਵਿਸ਼ੇਸ਼ ਪ੍ਰਤੀਨਿਧ)- ਸ਼੍ਰੋਮਣੀ ਅਕਾਲੀ ਦਲ ਫ਼ਤਿਹ ਦੇ ਇੱਕ ਵਫ਼ਦ ਨੇ ਅੱਜ ਪ੍ਰਧਾਨ ਮੰਤਰੀ ਦਫ਼ਤਰ ਪਹੁੰਚ ਕੇ ਪੰਜਾਬ ਨਾਲ ਸਬੰਧਤ ਗੰਭੀਰ ਮੁੱਦਿਆਂ ਬਾਰੇ ਮੰਗ ਪੱਤਰ ਸੌਂਪਿਆ । ਵਫ਼ਦ ਦੀ ਅਗਵਾਈ ਕਰ ਰਹੇ ਆਗੂਆਂ ਨੇ ਕਿਹਾ ਕਿ ਪੰਜਾਬ ਅੱਜ ਗੰਭੀਰ ਆਰਥਿਕ ਸੰਕਟ ਵਿੱਚੋਂ ਲੰਘ ਰਿਹਾ ਹੈ । ਕਿਸਾਨੀ ਕਰਜ਼ੇ ਵਿੱਚ ਡੁੱਬੀ ਹੋਈ ਹੈ ਅਤੇ ਨੌਜਵਾਨ ਬੇਰੁਜ਼ਗਾਰੀ ਕਾਰਨ ਵਿਦੇਸ਼ਾਂ ਵੱਲ ਪਰਵਾਸ ਕਰ ਰਹੇ ਹਨ । ਉਨ੍ਹਾਂ ਮੰਗ ਕੀਤੀ ਕਿ ਪੰਜਾਬ ਦੇ ਪਾਣੀਆਂ ਦੀ ਰਾਖੀ ਕੀਤੀ ਜਾਵੇ ਅਤੇ ਸਤਲੁਜ-ਯਮੁਨਾ ਲਿੰਕ ਨਹਿਰ ਦੇ ਮਾਮਲੇ ਵਿੱਚ ਪੰਜਾਬ ਦੇ ਹਿੱਤਾਂ ਦੀ ਰਾਖੀ ਯਕੀਨੀ ਬਣਾਈ ਜਾਵੇ । (585, 240, 765, 315)
lead-photo-1 (332, 125, 579, 275)
jump-text-5: ਸੁਰੱਖਿਆ ਬਲਾਂ ਅਤੇ ਅੱਤਵਾਦੀਆਂ ਵਿਚਕਾਰ ਮੁਕਾਬਲਾ ਹੋਇਆ । ਅਧਿਕਾਰੀਆਂ ਨੇ ਦੱਸਿਆ ਕਿ ਇਲਾਕੇ ਵਿੱਚ ਅੱਤਵਾਦੀਆਂ ਦੀ ਮੌਜੂਦਗੀ ਦੀ ਸੂਚਨਾ ਮਿਲਣ ਉੱਤੇ ਤਲਾਸ਼ੀ ਮੁਹਿੰਮ ਚਲਾਈ ਗਈ ਸੀ । ਇਸ ਦੌਰਾਨ ਅੱਤਵਾਦੀਆਂ ਨੇ ਗੋਲੀਬਾਰੀ ਸ਼ੁਰੂ ਕਰ ਦਿੱਤੀ ਜਿਸ ਦਾ ਸੁਰੱਖਿਆ ਬਲਾਂ ਨੇ ਮੂੰਹ ਤੋੜ ਜਵਾਬ ਦਿੱਤਾ । ਇਲਾਕੇ ਦੀ ਘੇਰਾਬੰਦੀ ਕਰ ਦਿੱਤੀ ਗਈ ਹੈ । (209, 721, 406, 768)
right-photo (1243, 86, 1491, 184)
jump-text-1: ਸਾਹਿਬ ਜੀ ਨਕ ਗੁਰਗੱਦੀ ਸਮਰਪਿਤ ਕਿਹਾ । ਸ੍ਰੀ ਗੁਰੂ ਗੋਬਿੰਦ ਸਿੰਘ ਜੀ ਨੇ ਜਿਸ ਤਰ੍ਹਾਂ ਜ਼ੁਲਮ ਦੇ ਵਿਰੁੱਧ ਆਵਾਜ਼ ਬੁਲੰਦ ਕੀਤੀ ਅਤੇ ਖਾਲਸਾ ਪੰਥ ਦੀ ਸਾਜਨਾ ਕੀਤੀ, ਉਹ ਇਤਿਹਾਸ ਦਾ ਇੱਕ ਸੁਨਹਿਰੀ ਪੰਨਾ ਹੈ । ਉਨ੍ਹਾਂ ਨੇ ਸਰਬੰਸ ਵਾਰ ਕੇ ਮਨੁੱਖਤਾ ਦੀ ਰਾਖੀ ਕੀਤੀ ਅਤੇ ਸੰਸਾਰ ਨੂੰ ਸੱਚ ਦਾ ਮਾਰਗ ਦਿਖਾਇਆ । ਅੱਜ ਲੋੜ ਹੈ ਕਿ ਅਸੀਂ ਗੁਰੂ ਸਾਹਿਬ ਦੇ ਦੱਸੇ ਮਾਰਗ ਉੱਤੇ ਚੱਲੀਏ ਅਤੇ ਆਪਸੀ ਭਾਈਚਾਰਕ ਸਾਂਝ ਨੂੰ ਮਜ਼ਬੂਤ ਕਰੀਏ । ਇਸ ਮੌਕੇ ਸੰਗਤਾਂ ਨੇ ਵੱਡੀ ਗਿਣਤੀ ਵਿੱਚ ਸ਼ਮੂਲੀਅਤ ਕੀਤੀ ਅਤੇ ਗੁਰੂ ਕਾ ਲੰਗਰ ਅਤੁੱਟ ਵਰਤਿਆ । (209, 402, 406, 468)
jump-text-12: ਕਿਸਾਨ ਆਗੂਆਂ ਨੇ ਕਿਹਾ ਕਿ ਸੰਘਰਸ਼ ਨੂੰ ਹੋਰ ਤੇਜ਼ ਕੀਤਾ ਜਾਵੇਗਾ । ਉਨ੍ਹਾਂ ਕਿਹਾ ਕਿ ਜਦੋਂ ਤੱਕ ਐਮ.ਐਸ.ਪੀ. ਦੀ ਕਾਨੂੰਨੀ ਗਰੰਟੀ ਨਹੀਂ ਮਿਲਦੀ ਉਦੋਂ ਤੱਕ ਅੰਦੋਲਨ ਜਾਰੀ ਰਹੇਗਾ । ਮਹਾਂਪੰਚਾਇਤ ਵਿੱਚ ਹਰਿਆਣਾ, ਪੰਜਾਬ ਅਤੇ ਰਾਜਸਥਾਨ ਤੋਂ ਵੱਡੀ ਗਿਣਤੀ ਵਿੱਚ ਕਿਸਾਨ ਪਹੁੰਚੇ । ਬੁਲਾਰਿਆਂ ਨੇ ਕੇਂਦਰ ਸਰਕਾਰ ਉੱਤੇ ਕਿਸਾਨ ਵਿਰੋਧੀ ਨੀਤੀਆਂ ਅਪਣਾਉਣ ਦਾ ਦੋਸ਼ ਲਗਾਇਆ । ਉਨ੍ਹਾਂ ਕਿਹਾ ਕਿ 9 ਜਨਵਰੀ ਨੂੰ ਖਨੌਰੀ ਬਾਰਡਰ ਉੱਤੇ ਇਤਿਹਾਸਕ ਇਕੱਠ ਕੀਤਾ ਜਾਵੇਗਾ । (784, 378, 1131, 415)
lead-story-left (209, 46, 579, 344)
jump-text-15: ਪੁਲਿਸ ਨੇ ਨਾਕਾਬੰਦੀ ਦੌਰਾਨ ਦੋ ਵਿਅਕਤੀਆਂ ਨੂੰ ਗ੍ਰਿਫ਼ਤਾਰ ਕੀਤਾ ਹੈ । ਉਨ੍ਹਾਂ ਕੋਲੋਂ ਨਾਜਾਇਜ਼ ਹਥਿਆਰ ਬਰਾਮਦ ਹੋਏ ਹਨ । ਪੁਲਿਸ ਅਧਿਕਾਰੀਆਂ ਨੇ ਦੱਸਿਆ ਕਿ ਮੁਲਜ਼ਮਾਂ ਖਿਲਾਫ਼ ਅਸਲਾ ਐਕਟ ਤਹਿਤ ਮਾਮਲਾ ਦਰਜ ਕਰ ਲਿਆ ਗਿਆ ਹੈ ਅਤੇ ਅਗਲੇਰੀ ਜਾਂਚ ਜਾਰੀ ਹੈ । (784, 549, 1131, 567)
